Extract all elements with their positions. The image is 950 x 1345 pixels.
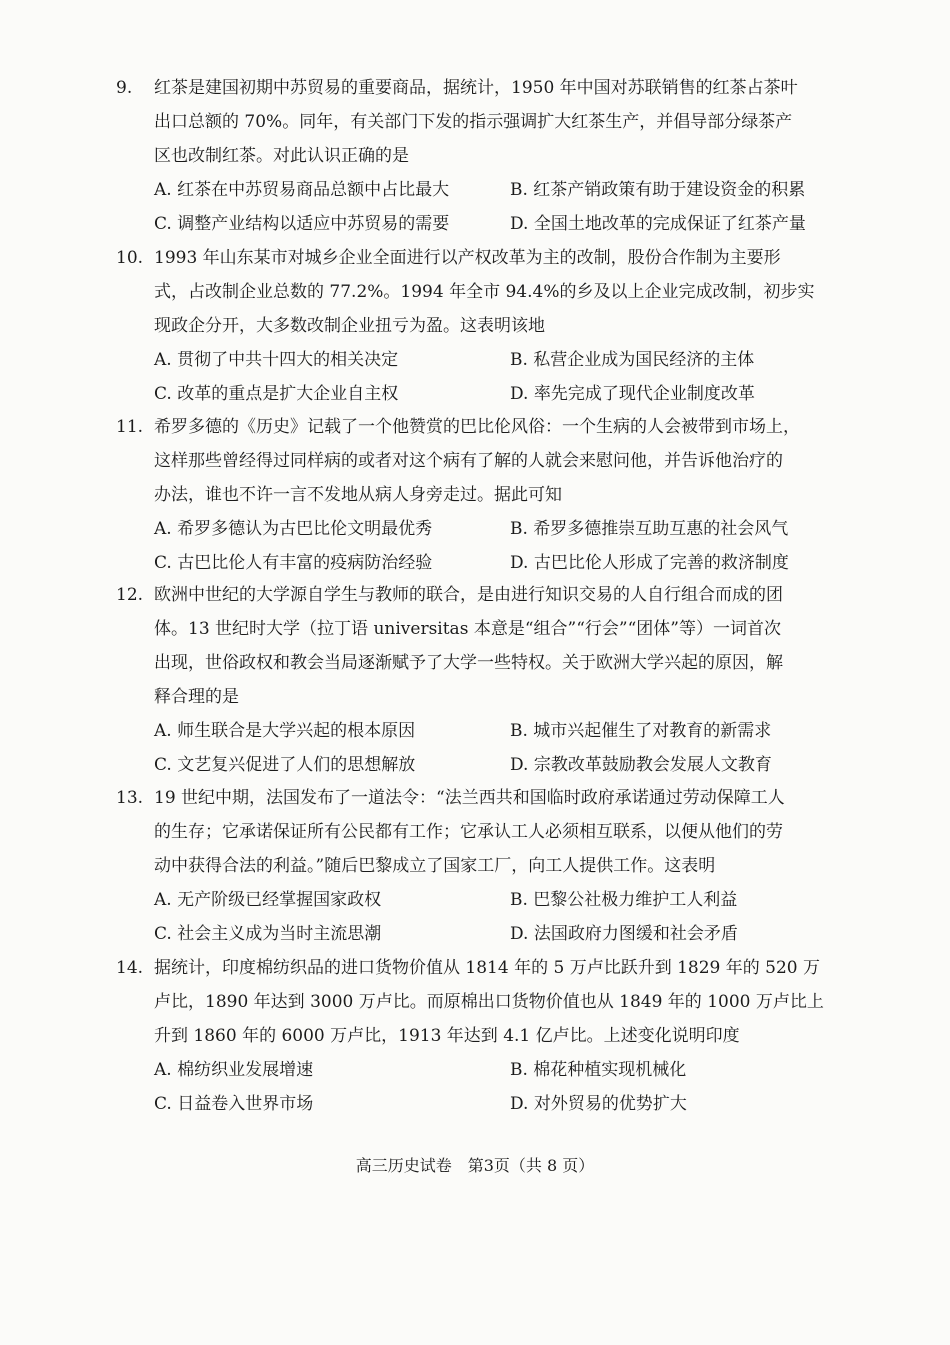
question-text-line: 式，占改制企业总数的 77.2%。1994 年全市 94.4%的乡及以上企业完成改制，初步实 [154,282,815,302]
option-b: B. 巴黎公社极力维护工人利益 [510,890,738,910]
option-b: B. 私营企业成为国民经济的主体 [510,350,755,370]
question-text-line: 出现，世俗政权和教会当局逐渐赋予了大学一些特权。关于欧洲大学兴起的原因，解 [154,653,783,673]
question-text-line: 据统计，印度棉纺织品的进口货物价值从 1814 年的 5 万卢比跃升到 1829 年的 520 万 [154,958,821,978]
option-a: A. 无产阶级已经掌握国家政权 [154,890,382,910]
question-text-line: 区也改制红茶。对此认识正确的是 [154,146,409,166]
question-text-line: 1993 年山东某市对城乡企业全面进行以产权改革为主的改制，股份合作制为主要形 [154,248,781,268]
question-number: 14. [116,958,144,978]
option-b: B. 城市兴起催生了对教育的新需求 [510,721,772,741]
question-text-line: 19 世纪中期，法国发布了一道法令：“法兰西共和国临时政府承诺通过劳动保障工人 [154,788,785,808]
question-text-line: 体。13 世纪时大学（拉丁语 universitas 本意是“组合”“行会”“团体”等）一词首次 [154,619,781,639]
option-b: B. 棉花种植实现机械化 [510,1060,687,1080]
question-text-line: 释合理的是 [154,687,239,707]
option-d: D. 率先完成了现代企业制度改革 [510,384,755,404]
option-a: A. 希罗多德认为古巴比伦文明最优秀 [154,519,433,539]
question-text-line: 出口总额的 70%。同年，有关部门下发的指示强调扩大红茶生产，并倡导部分绿茶产 [154,112,793,132]
question-text-line: 卢比，1890 年达到 3000 万卢比。而原棉出口货物价值也从 1849 年的 1000 万卢比上 [154,992,824,1012]
question-text-line: 希罗多德的《历史》记载了一个他赞赏的巴比伦风俗：一个生病的人会被带到市场上， [154,417,800,437]
question-number: 11. [116,417,144,437]
question-number: 9. [116,78,133,98]
option-d: D. 古巴比伦人形成了完善的救济制度 [510,553,789,573]
question-text-line: 升到 1860 年的 6000 万卢比，1913 年达到 4.1 亿卢比。上述变化说明印度 [154,1026,740,1046]
option-a: A. 贯彻了中共十四大的相关决定 [154,350,399,370]
question-text-line: 这样那些曾经得过同样病的或者对这个病有了解的人就会来慰问他，并告诉他治疗的 [154,451,783,471]
question-number: 13. [116,788,144,808]
question-text-line: 欧洲中世纪的大学源自学生与教师的联合，是由进行知识交易的人自行组合而成的团 [154,585,783,605]
question-text-line: 现政企分开，大多数改制企业扭亏为盈。这表明该地 [154,316,545,336]
option-c: C. 调整产业结构以适应中苏贸易的需要 [154,214,450,234]
option-d: D. 对外贸易的优势扩大 [510,1094,687,1114]
option-c: C. 日益卷入世界市场 [154,1094,314,1114]
question-number: 12. [116,585,144,605]
option-a: A. 师生联合是大学兴起的根本原因 [154,721,416,741]
option-c: C. 古巴比伦人有丰富的疫病防治经验 [154,553,433,573]
question-text-line: 的生存；它承诺保证所有公民都有工作；它承认工人必须相互联系，以便从他们的劳 [154,822,783,842]
question-text-line: 红茶是建国初期中苏贸易的重要商品，据统计，1950 年中国对苏联销售的红茶占茶叶 [154,78,798,98]
option-d: D. 法国政府力图缓和社会矛盾 [510,924,738,944]
option-a: A. 棉纺织业发展增速 [154,1060,314,1080]
option-c: C. 社会主义成为当时主流思潮 [154,924,382,944]
question-number: 10. [116,248,144,268]
option-b: B. 红茶产销政策有助于建设资金的积累 [510,180,806,200]
option-a: A. 红茶在中苏贸易商品总额中占比最大 [154,180,450,200]
page-footer: 高三历史试卷 第3页（共 8 页） [355,1156,595,1175]
question-text-line: 办法，谁也不许一言不发地从病人身旁走过。据此可知 [154,485,562,505]
question-text-line: 动中获得合法的利益。”随后巴黎成立了国家工厂，向工人提供工作。这表明 [154,856,716,876]
option-c: C. 改革的重点是扩大企业自主权 [154,384,399,404]
option-d: D. 宗教改革鼓励教会发展人文教育 [510,755,772,775]
option-c: C. 文艺复兴促进了人们的思想解放 [154,755,416,775]
option-d: D. 全国土地改革的完成保证了红茶产量 [510,214,806,234]
option-b: B. 希罗多德推崇互助互惠的社会风气 [510,519,789,539]
